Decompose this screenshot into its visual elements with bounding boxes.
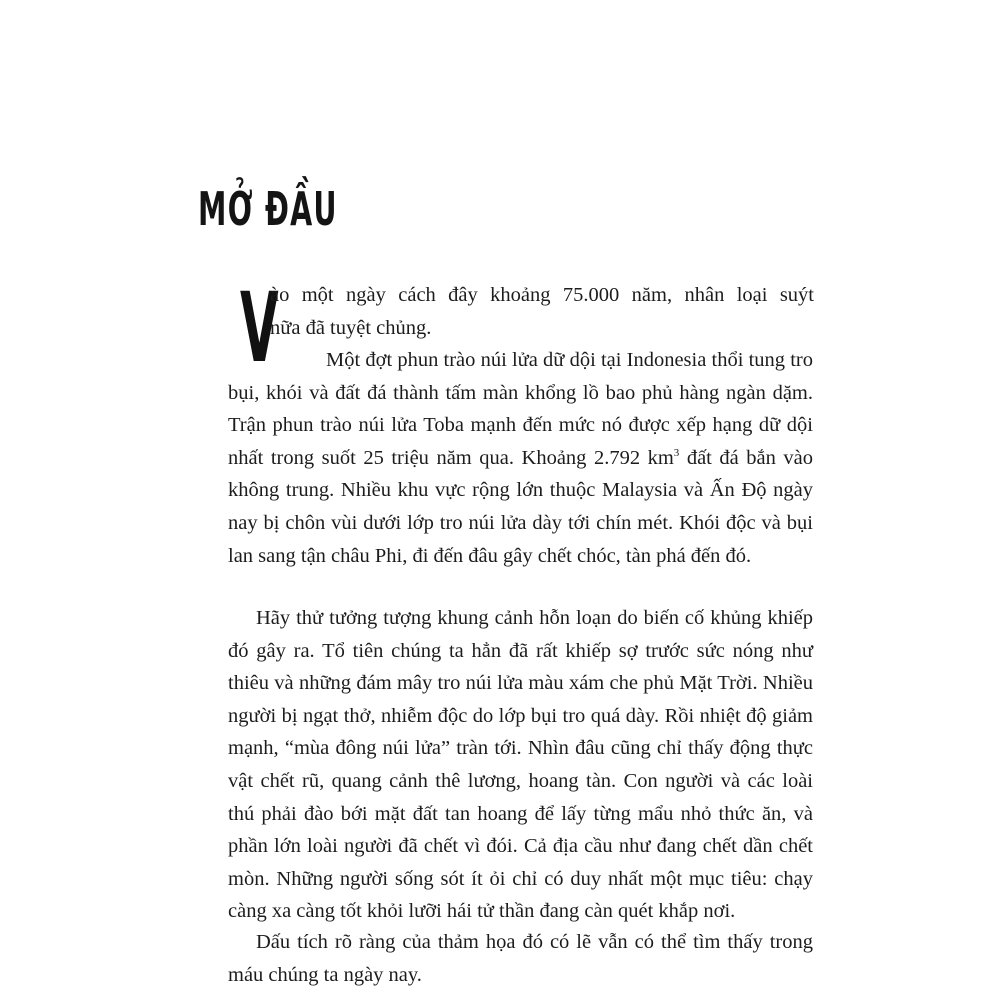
paragraph-text-part: đất đá bắn vào không trung. Nhiều khu vực rộng lớn thuộc Malaysia và Ấn Độ ngày nay bị chôn vùi dưới lớp tro núi lửa dày tới chín mét. Khói độc và bụi lan sang tận châu Phi, đi đến đâu gây chết chóc, tàn phá đến đó. <box>228 446 813 567</box>
chapter-title: MỞ ĐẦU <box>198 182 338 236</box>
paragraph-imagine <box>228 602 813 928</box>
paragraph-text: Dấu tích rõ ràng của thảm họa đó có lẽ vẫn có thể tìm thấy trong máu chúng ta ngày nay. <box>228 931 813 986</box>
opening-line-2: nữa đã tuyệt chủng. <box>270 317 432 339</box>
superscript-cubed: 3 <box>673 446 680 459</box>
paragraph-toba-eruption <box>228 344 813 572</box>
paragraph-text: Hãy thử tưởng tượng khung cảnh hỗn loạn do biến cố khủng khiếp đó gây ra. Tổ tiên chúng ta hẳn đã rất khiếp sợ trước sức nóng như thiêu và những đám mây tro núi lửa màu xám che phủ Mặt Trời. Nhiều người bị ngạt thở, nhiễm độc do lớp bụi tro quá dày. Rồi nhiệt độ giảm mạnh, “mùa đông núi lửa” tràn tới. Nhìn đâu cũng chỉ thấy động thực vật chết rũ, quang cảnh thê lương, hoang tàn. Con người và các loài thú phải đào bới mặt đất tan hoang để lấy từng mẩu nhỏ thức ăn, và phần lớn loài người đã chết vì đói. Cả địa cầu như đang chết dần chết mòn. Những người sống sót ít ỏi chỉ có duy nhất một mục tiêu: chạy càng xa càng tốt khỏi lưỡi hái tử thần đang càn quét khắp nơi. <box>228 607 813 923</box>
paragraph-text <box>228 344 813 572</box>
paragraph-traces <box>228 926 813 991</box>
drop-cap: V <box>240 272 279 384</box>
opening-line-1: ào một ngày cách đây khoảng 75.000 năm, nhân loại suýt <box>270 284 814 306</box>
paragraph-text-part: Một đợt phun trào núi lửa dữ dội tại Indonesia thổi tung tro bụi, khói và đất đá thành tấm màn khổng lồ bao phủ hàng ngàn dặm. Trận phun trào núi lửa Toba mạnh đến mức nó được xếp hạng dữ dội nhất trong suốt 25 triệu năm qua. Khoảng 2.792 km <box>228 349 813 469</box>
